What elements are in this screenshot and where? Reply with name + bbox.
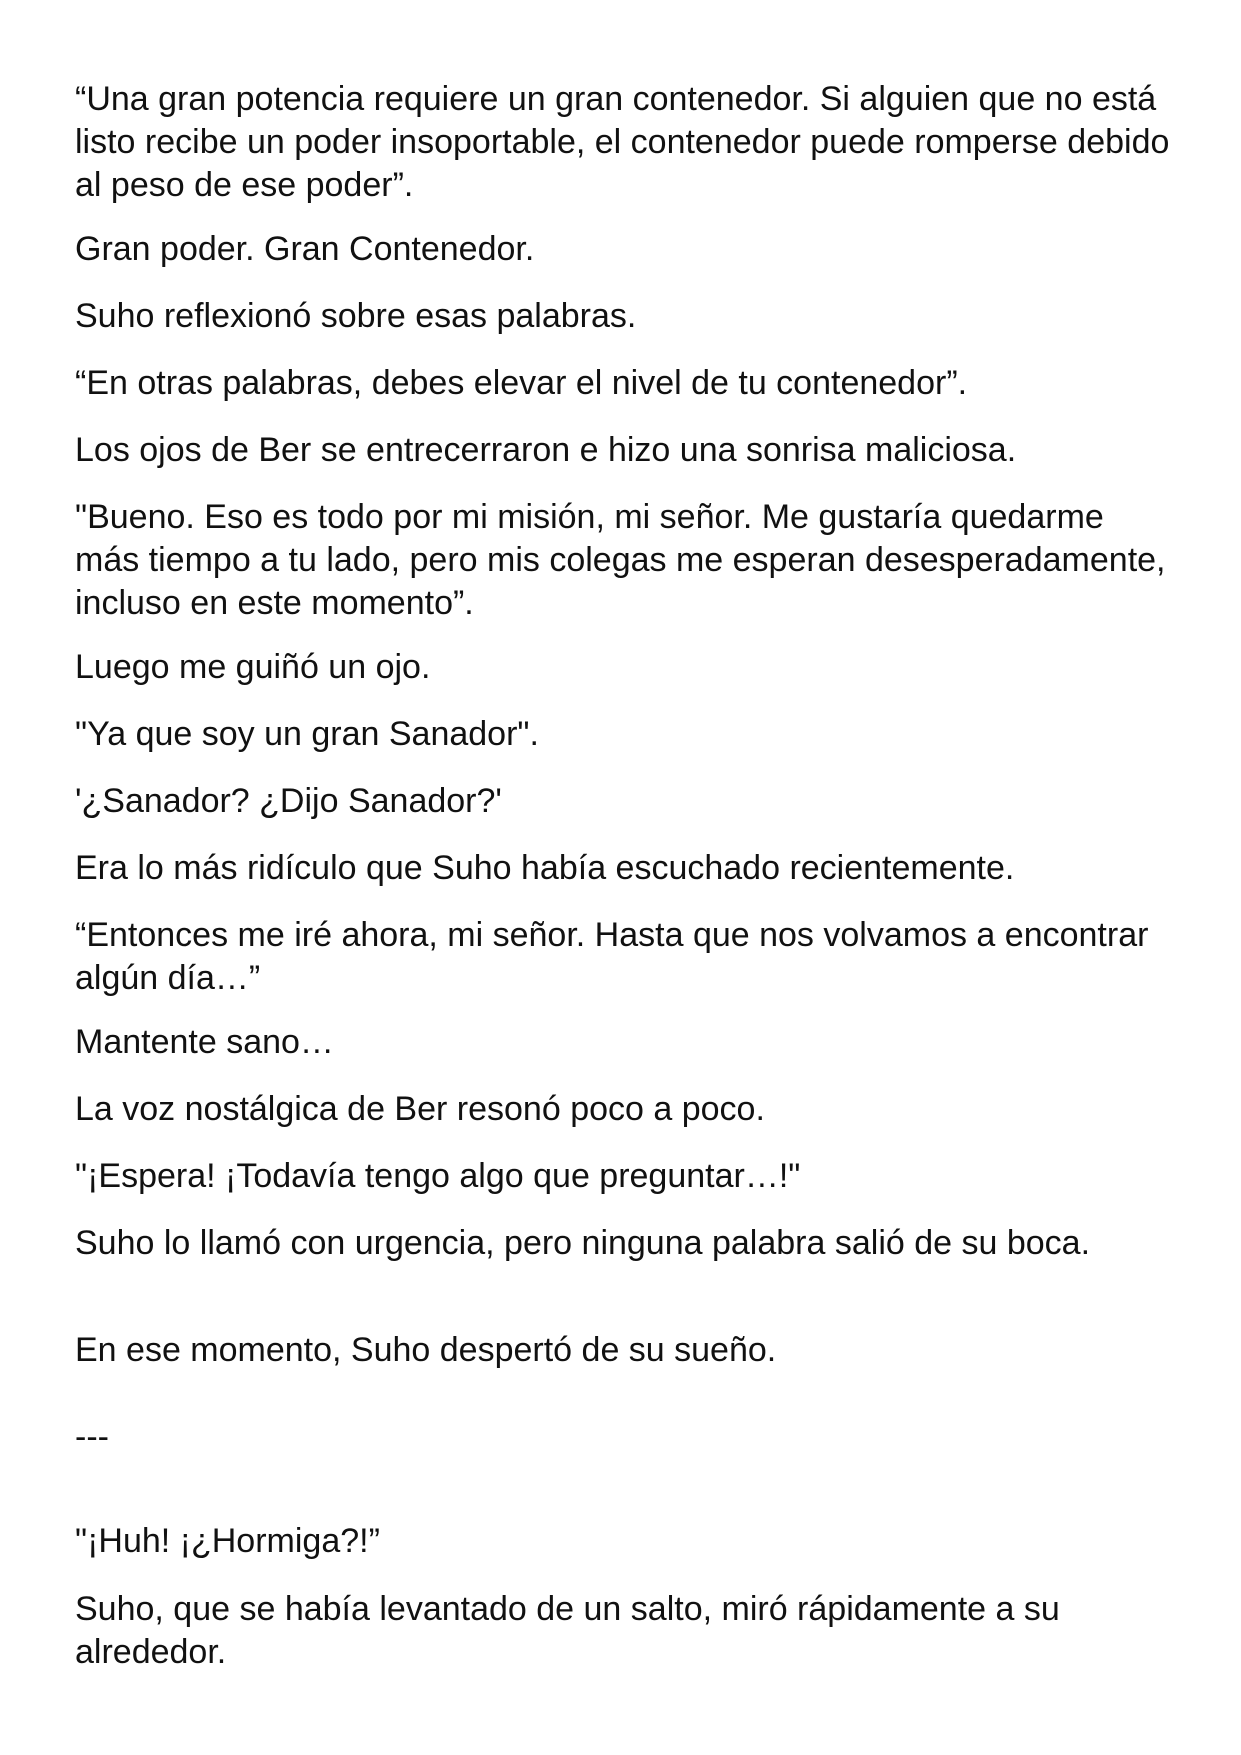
paragraph-1: “Una gran potencia requiere un gran contenedor. Si alguien que no está listo recibe un poder insoportable, el contenedor puede romperse debido al peso de ese poder”. xyxy=(75,80,1179,204)
paragraph-8: "Ya que soy un gran Sanador". xyxy=(75,715,539,753)
paragraph-9: '¿Sanador? ¿Dijo Sanador?' xyxy=(75,782,502,820)
paragraph-4: “En otras palabras, debes elevar el nivel de tu contenedor”. xyxy=(75,364,968,402)
paragraph-14: "¡Espera! ¡Todavía tengo algo que preguntar…!" xyxy=(75,1157,801,1195)
paragraph-17: "¡Huh! ¡¿Hormiga?!” xyxy=(75,1522,380,1560)
paragraph-12: Mantente sano… xyxy=(75,1023,334,1061)
paragraph-15: Suho lo llamó con urgencia, pero ninguna palabra salió de su boca. xyxy=(75,1224,1091,1262)
paragraph-10: Era lo más ridículo que Suho había escuchado recientemente. xyxy=(75,849,1015,887)
paragraph-11: “Entonces me iré ahora, mi señor. Hasta que nos volvamos a encontrar algún día…” xyxy=(75,916,1158,997)
paragraph-7: Luego me guiñó un ojo. xyxy=(75,648,431,686)
paragraph-13: La voz nostálgica de Ber resonó poco a poco. xyxy=(75,1090,765,1128)
paragraph-6: "Bueno. Eso es todo por mi misión, mi señor. Me gustaría quedarme más tiempo a tu lado, pero mis colegas me esperan desesperadamente, incluso en este momento”. xyxy=(75,498,1175,622)
section-separator: --- xyxy=(75,1418,109,1456)
paragraph-5: Los ojos de Ber se entrecerraron e hizo una sonrisa maliciosa. xyxy=(75,431,1017,469)
paragraph-16: En ese momento, Suho despertó de su sueño. xyxy=(75,1331,777,1369)
paragraph-2: Gran poder. Gran Contenedor. xyxy=(75,230,535,268)
paragraph-18: Suho, que se había levantado de un salto, miró rápidamente a su alrededor. xyxy=(75,1590,1070,1671)
paragraph-3: Suho reflexionó sobre esas palabras. xyxy=(75,297,637,335)
